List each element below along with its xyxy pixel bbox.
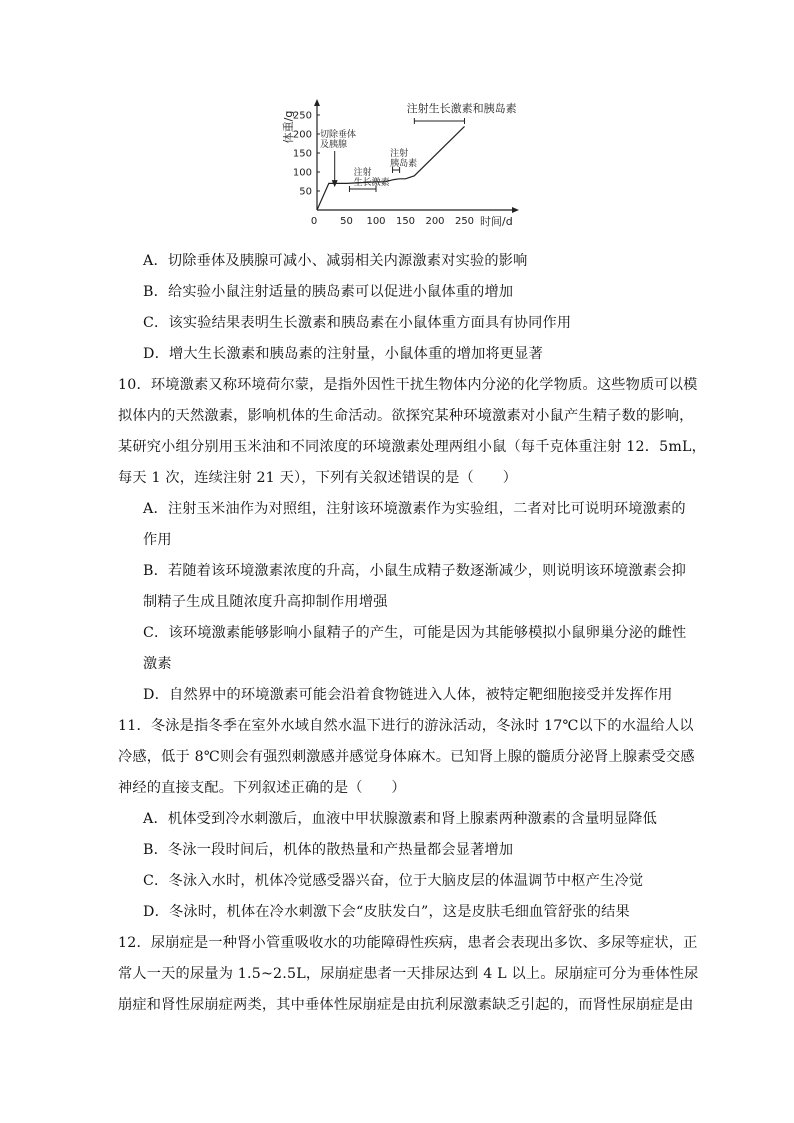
text-line: A．切除垂体及胰腺可减小、减弱相关内源激素对实验的影响 xyxy=(143,253,528,269)
text-line: B．冬泳一段时间后，机体的散热量和产热量都会显著增加 xyxy=(143,842,514,858)
x-axis-arrow xyxy=(512,207,519,213)
text-line: D．冬泳时，机体在冷水刺激下会“皮肤发白”，这是皮肤毛细血管舒张的结果 xyxy=(143,904,630,920)
x-tick-label: 200 xyxy=(425,216,445,227)
body-weight-chart xyxy=(266,97,528,232)
text-line: 常人一天的尿量为 1.5~2.5L，尿崩症患者一天排尿达到 4 L 以上。尿崩症可分为垂体性尿 xyxy=(118,966,699,982)
y-axis-label: 体重/g xyxy=(282,110,295,144)
y-tick-label: 200 xyxy=(292,129,312,141)
annotation-text: 注射 xyxy=(390,149,409,159)
annotation-text: 注射生长激素和胰岛素 xyxy=(406,102,517,115)
text-line: A．注射玉米油作为对照组，注射该环境激素作为实验组，二者对比可说明环境激素的 xyxy=(143,501,686,517)
text-line: C．冬泳入水时，机体冷觉感受器兴奋，位于大脑皮层的体温调节中枢产生冷觉 xyxy=(143,873,644,889)
text-line: C．该环境激素能够影响小鼠精子的产生，可能是因为其能够模拟小鼠卵巢分泌的雌性 xyxy=(143,625,687,641)
x-tick-label: 100 xyxy=(366,216,386,227)
y-axis-arrow xyxy=(314,99,320,106)
text-line: 制精子生成且随浓度升高抑制作用增强 xyxy=(143,594,388,610)
annotation-text: 注射 xyxy=(353,168,372,178)
text-line: 崩症和肾性尿崩症两类，其中垂体性尿崩症是由抗利尿激素缺乏引起的，而肾性尿崩症是由 xyxy=(118,997,694,1013)
x-axis-label: 时间/d xyxy=(480,215,513,228)
annotation-text: 切除垂体 xyxy=(319,130,356,140)
text-line: B．给实验小鼠注射适量的胰岛素可以促进小鼠体重的增加 xyxy=(143,284,514,300)
text-line: 11．冬泳是指冬季在室外水域自然水温下进行的游泳活动，冬泳时 17℃以下的水温给人以 xyxy=(118,718,694,734)
text-line: 冷感，低于 8℃则会有强烈刺激感并感觉身体麻木。已知肾上腺的髓质分泌肾上腺素受交感 xyxy=(118,749,695,765)
y-tick-label: 150 xyxy=(292,148,312,160)
text-line: 每天 1 次，连续注射 21 天），下列有关叙述错误的是（ ） xyxy=(118,470,518,486)
text-line: 12．尿崩症是一种肾小管重吸收水的功能障碍性疾病，患者会表现出多饮、多尿等症状，正 xyxy=(118,935,698,951)
y-tick-label: 250 xyxy=(292,110,312,122)
text-line: D．自然界中的环境激素可能会沿着食物链进入人体，被特定靶细胞接受并发挥作用 xyxy=(143,687,673,703)
annotation-text: 及胰腺 xyxy=(319,140,347,150)
text-line: 作用 xyxy=(143,532,172,548)
x-tick-label: 0 xyxy=(310,216,318,227)
text-line: B．若随着该环境激素浓度的升高，小鼠生成精子数逐渐减少，则说明该环境激素会抑 xyxy=(143,563,686,579)
text-line: C．该实验结果表明生长激素和胰岛素在小鼠体重方面具有协同作用 xyxy=(143,315,572,331)
text-line: A．机体受到冷水刺激后，血液中甲状腺激素和肾上腺素两种激素的含量明显降低 xyxy=(143,811,658,827)
text-line: 拟体内的天然激素，影响机体的生命活动。欲探究某种环境激素对小鼠产生精子数的影响， xyxy=(118,408,694,424)
text-line: 10．环境激素又称环境荷尔蒙，是指外因性干扰生物体内分泌的化学物质。这些物质可以模 xyxy=(118,377,698,393)
text-line: 激素 xyxy=(143,656,172,672)
x-tick-label: 250 xyxy=(454,216,475,227)
text-line: 神经的直接支配。下列叙述正确的是（ ） xyxy=(118,780,406,796)
y-tick-label: 100 xyxy=(292,167,312,179)
x-tick-label: 150 xyxy=(395,216,416,227)
y-tick-label: 50 xyxy=(299,186,312,198)
text-line: D．增大生长激素和胰岛素的注射量，小鼠体重的增加将更显著 xyxy=(143,346,544,362)
annotation-text: 生长激素 xyxy=(353,178,390,188)
x-tick-label: 50 xyxy=(340,216,353,227)
text-line: 某研究小组分别用玉米油和不同浓度的环境激素处理两组小鼠（每千克体重注射 12．5mL， xyxy=(118,439,707,455)
annotation-text: 胰岛素 xyxy=(390,159,418,169)
